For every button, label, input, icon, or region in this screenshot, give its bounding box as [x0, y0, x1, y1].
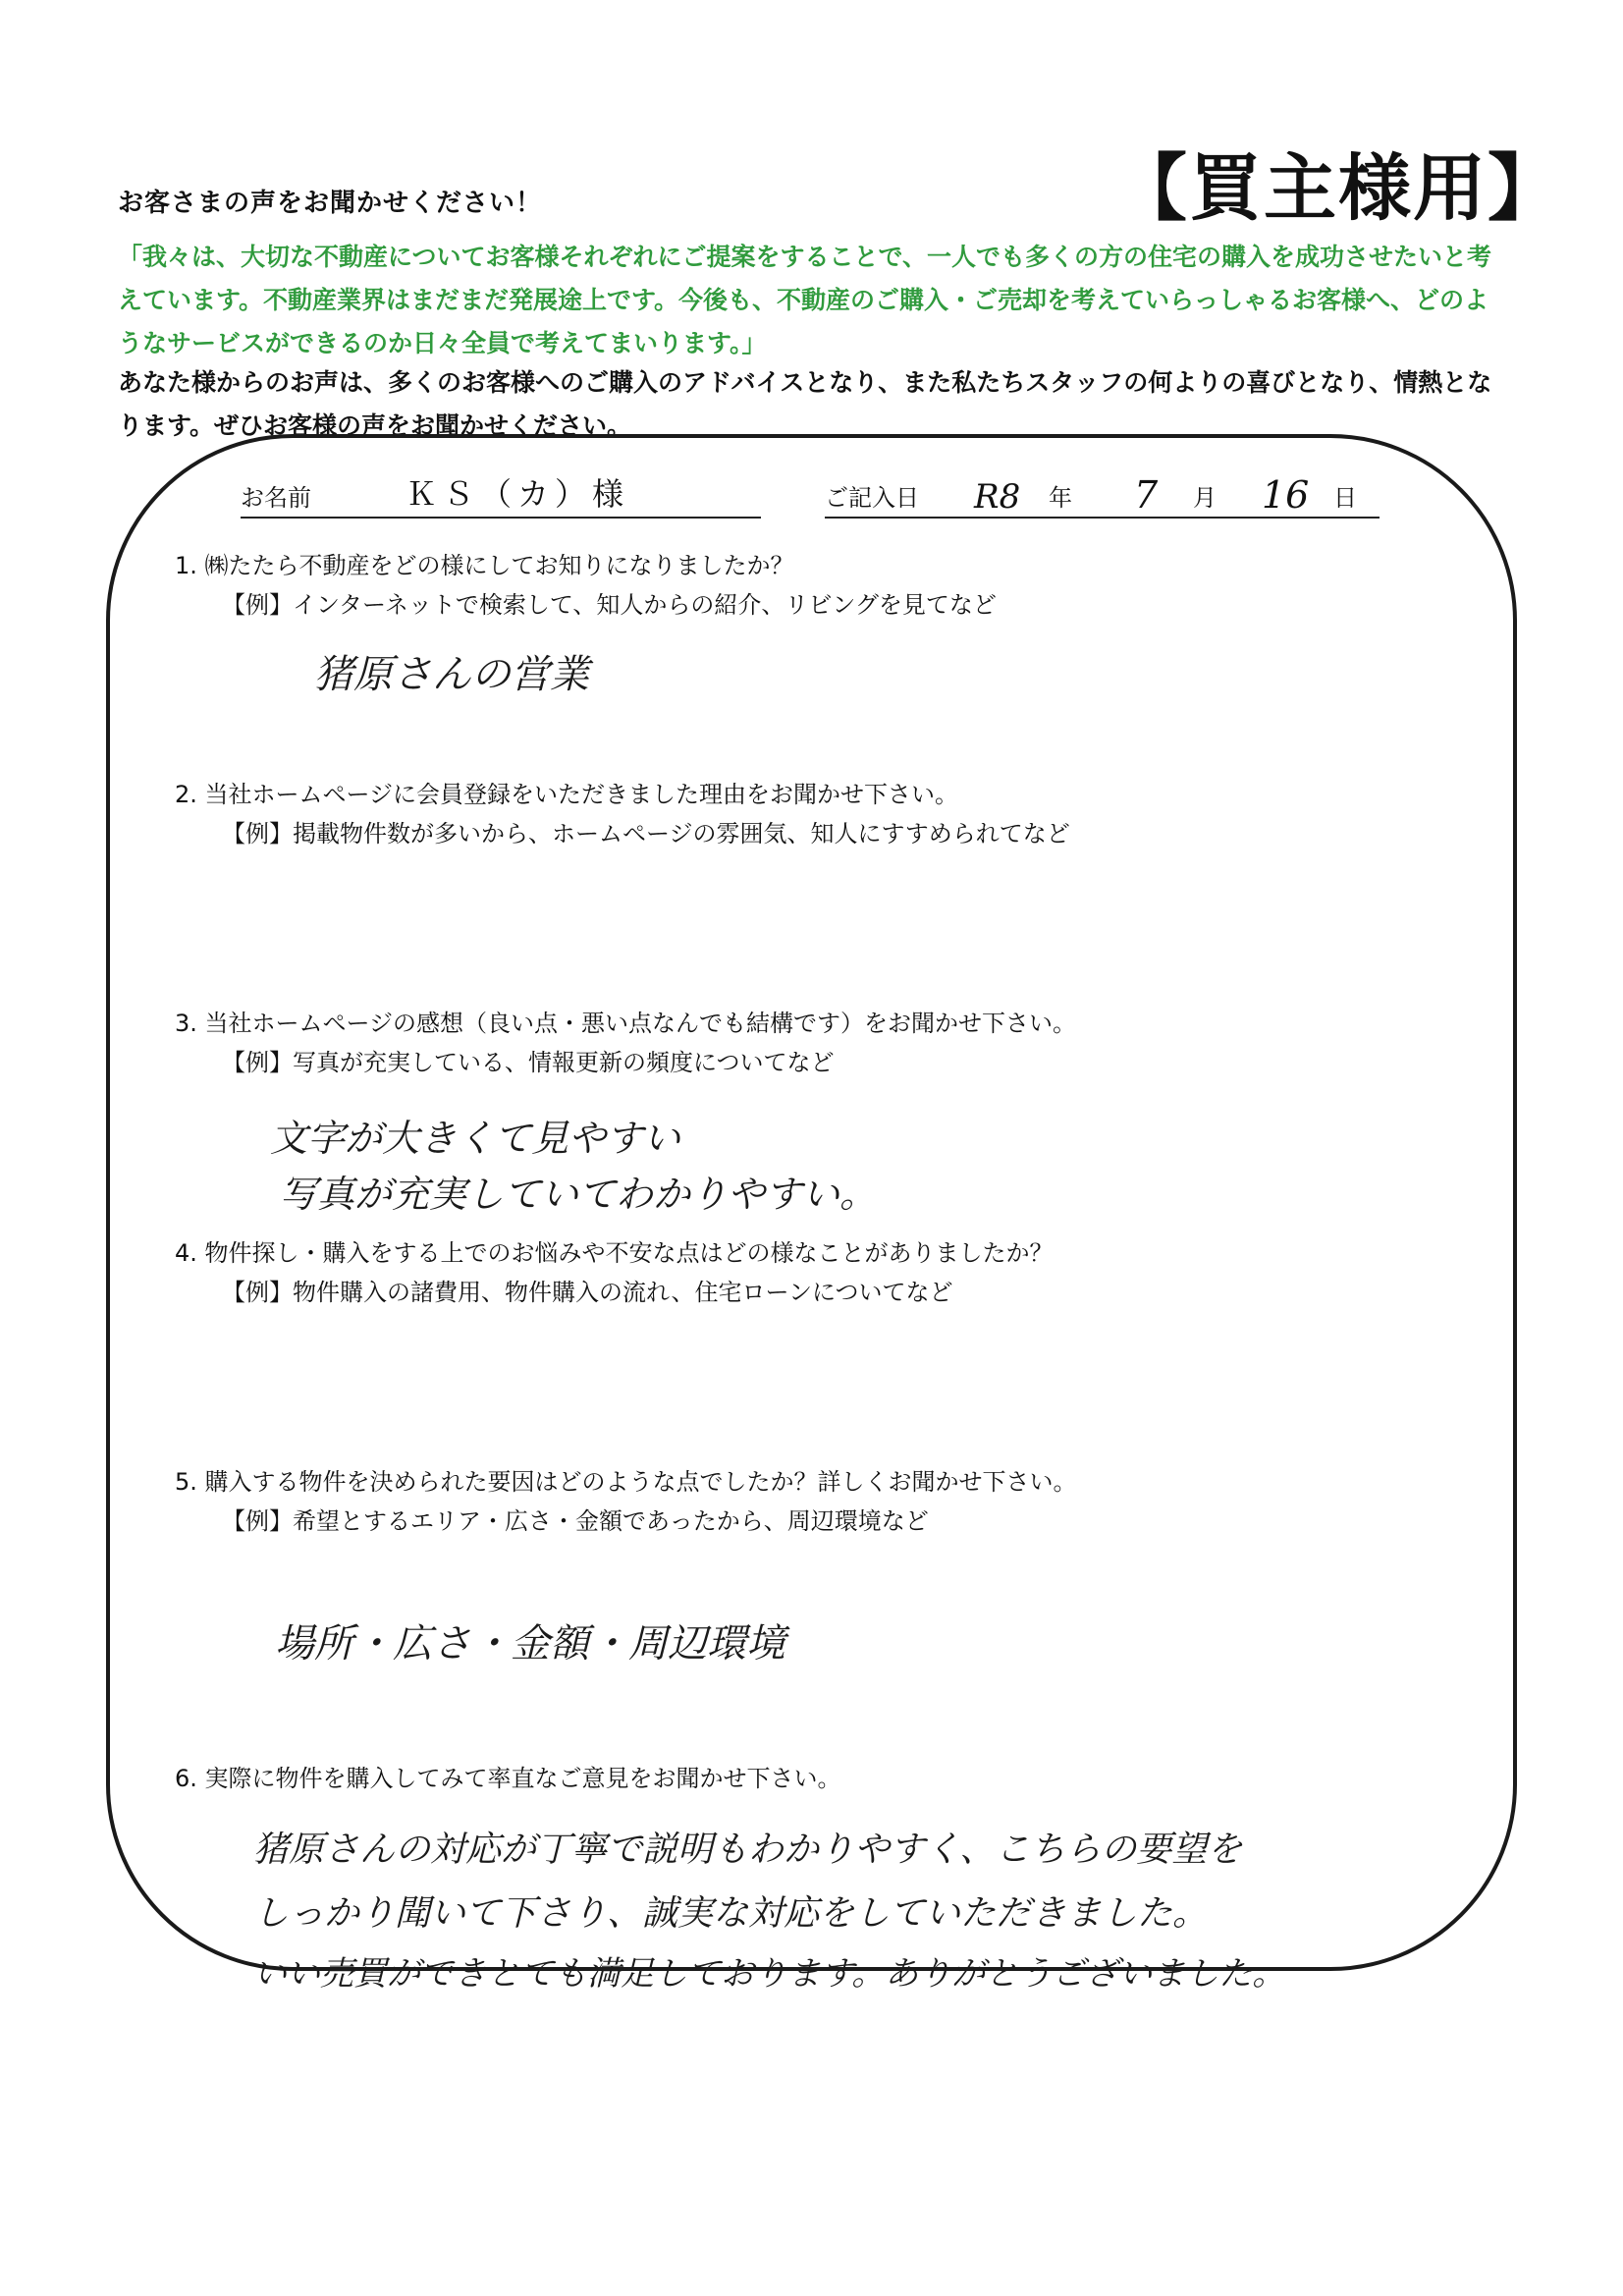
year-unit: 年 — [1049, 484, 1072, 512]
answer-5-line-1: 場所・広さ・金額・周辺環境 — [275, 1621, 785, 1667]
name-label: お名前 — [241, 484, 311, 512]
invite-heading: お客さまの声をお聞かせください！ — [118, 189, 543, 218]
example-5: 【例】希望とするエリア・広さ・金額であったから、周辺環境など — [222, 1507, 929, 1535]
example-3: 【例】写真が充実している、情報更新の頻度についてなど — [222, 1049, 835, 1076]
question-4: 4. 物件探し・購入をする上でのお悩みや不安な点はどの様なことがありましたか？ — [175, 1239, 1054, 1267]
date-field — [825, 473, 1380, 519]
answer-3-line-1: 文字が大きくて見やすい — [270, 1117, 681, 1160]
example-1: 【例】インターネットで検索して、知人からの紹介、リビングを見てなど — [222, 591, 997, 619]
question-3: 3. 当社ホームページの感想（良い点・悪い点なんでも結構です）をお聞かせ下さい。 — [175, 1010, 1077, 1037]
intro-text: あなた様からのお声は、多くのお客様へのご購入のアドバイスとなり、また私たちスタッフの何よりの喜びとなり、情熱となります。ぜひお客様の声をお聞かせください。 — [118, 368, 1492, 440]
month-unit: 月 — [1193, 484, 1217, 512]
answer-6-line-3: いい売買ができとても満足しております。ありがとうございました。 — [253, 1954, 1286, 1994]
question-6: 6. 実際に物件を購入してみて率直なご意見をお聞かせ下さい。 — [175, 1765, 841, 1792]
date-label: ご記入日 — [825, 484, 919, 512]
example-4: 【例】物件購入の諸費用、物件購入の流れ、住宅ローンについてなど — [222, 1279, 953, 1306]
buyer-badge: 【買主様用】 — [1114, 146, 1562, 231]
example-2: 【例】掲載物件数が多いから、ホームページの雰囲気、知人にすすめられてなど — [222, 820, 1070, 847]
answer-6-line-1: 猪原さんの対応が丁寧で説明もわかりやすく、こちらの要望を — [253, 1830, 1243, 1870]
answer-3-line-2: 写真が充実していてわかりやすい。 — [280, 1173, 878, 1216]
date-era-value: R8 — [974, 477, 1021, 517]
date-day-value: 16 — [1262, 473, 1310, 517]
question-5: 5. 購入する物件を決められた要因はどのような点でしたか？詳しくお聞かせ下さい。 — [175, 1468, 1077, 1496]
name-value: ＫＳ（カ）様 — [406, 475, 630, 513]
question-1: 1. ㈱たたら不動産をどの様にしてお知りになりましたか？ — [175, 552, 794, 579]
answer-6-line-2: しっかり聞いて下さり、誠実な対応をしていただきました。 — [253, 1893, 1209, 1934]
question-2: 2. 当社ホームページに会員登録をいただきました理由をお聞かせ下さい。 — [175, 781, 959, 808]
day-unit: 日 — [1333, 484, 1357, 512]
mission-statement: 「我々は、大切な不動産についてお客様それぞれにご提案をすることで、一人でも多くの方の住宅の購入を成功させたいと考えています。不動産業界はまだまだ発展途上です。今後も、不動産のご購入・ご売却を考えていらっしゃるお客様へ、どのようなサービスができるのか日々全員で考えてまいります。」 — [118, 243, 1492, 357]
name-field — [241, 475, 761, 519]
answer-1-line-1: 猪原さんの営業 — [314, 652, 589, 697]
date-month-value: 7 — [1134, 473, 1159, 517]
